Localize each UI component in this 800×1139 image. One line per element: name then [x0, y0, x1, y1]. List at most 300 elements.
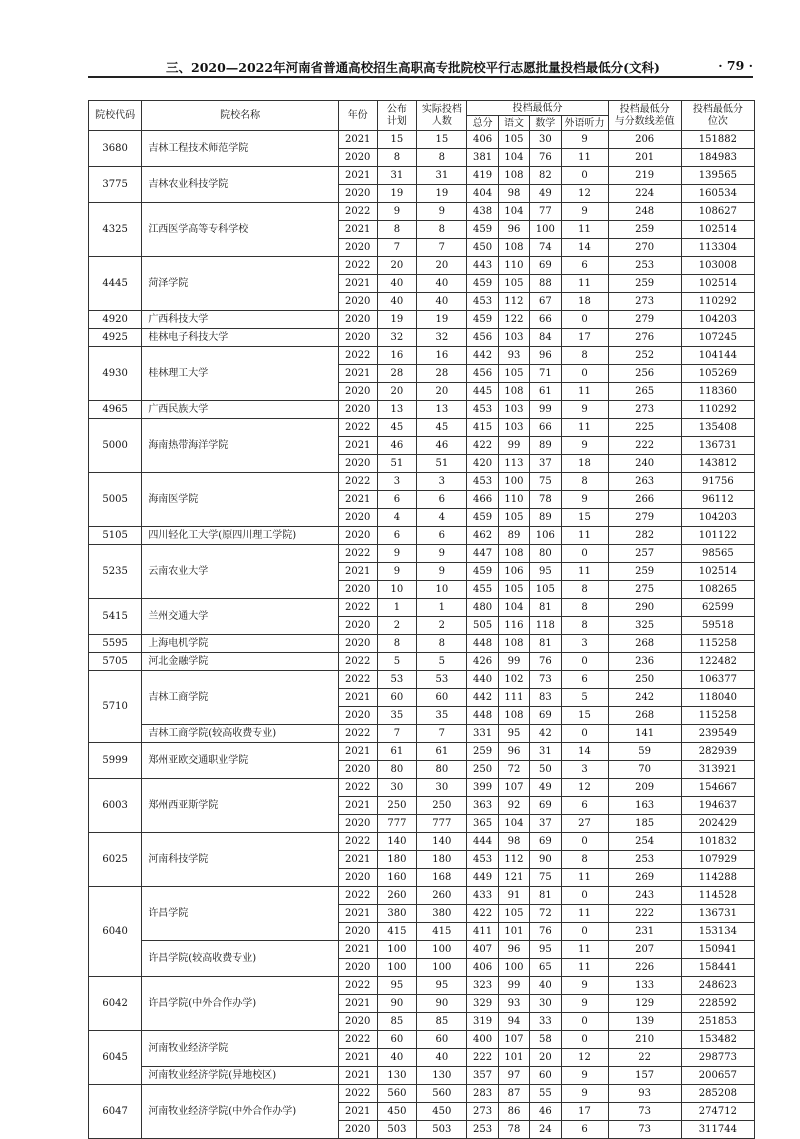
diff-cell: 265: [608, 383, 681, 401]
chinese-cell: 104: [498, 815, 529, 833]
plan-cell: 30: [377, 779, 417, 797]
actual-cell: 20: [417, 383, 467, 401]
col-plan: 公布 计划: [377, 101, 417, 131]
actual-cell: 415: [417, 923, 467, 941]
rank-cell: 118360: [681, 383, 754, 401]
total-cell: 453: [467, 473, 498, 491]
year-cell: 2022: [338, 977, 377, 995]
math-cell: 60: [530, 1067, 561, 1085]
actual-cell: 6: [417, 491, 467, 509]
math-cell: 66: [530, 311, 561, 329]
school-code: 4445: [89, 257, 142, 311]
math-cell: 99: [530, 401, 561, 419]
actual-cell: 3: [417, 473, 467, 491]
plan-cell: 20: [377, 383, 417, 401]
year-cell: 2020: [338, 239, 377, 257]
year-cell: 2020: [338, 923, 377, 941]
school-name: 菏泽学院: [142, 257, 339, 311]
chinese-cell: 112: [498, 293, 529, 311]
plan-cell: 31: [377, 167, 417, 185]
actual-cell: 380: [417, 905, 467, 923]
math-cell: 81: [530, 599, 561, 617]
table-row: [89, 1031, 755, 1049]
actual-cell: 9: [417, 563, 467, 581]
actual-cell: 6: [417, 527, 467, 545]
school-code: 4325: [89, 203, 142, 257]
diff-cell: 185: [608, 815, 681, 833]
listening-cell: 14: [561, 239, 608, 257]
diff-cell: 73: [608, 1103, 681, 1121]
table-row: [89, 833, 755, 851]
math-cell: 30: [530, 995, 561, 1013]
year-cell: 2022: [338, 419, 377, 437]
rank-cell: 104203: [681, 311, 754, 329]
chinese-cell: 93: [498, 347, 529, 365]
total-cell: 323: [467, 977, 498, 995]
math-cell: 61: [530, 383, 561, 401]
table-row: [89, 887, 755, 905]
col-name: 院校名称: [142, 101, 339, 131]
year-cell: 2020: [338, 617, 377, 635]
table-row: [89, 725, 755, 743]
plan-cell: 60: [377, 689, 417, 707]
listening-cell: 18: [561, 293, 608, 311]
chinese-cell: 94: [498, 1013, 529, 1031]
math-cell: 89: [530, 437, 561, 455]
table-row: [89, 779, 755, 797]
table-body: [89, 131, 755, 1139]
rank-cell: 102514: [681, 275, 754, 293]
total-cell: 442: [467, 689, 498, 707]
diff-cell: 253: [608, 851, 681, 869]
school-code: 4965: [89, 401, 142, 419]
rank-cell: 110292: [681, 293, 754, 311]
diff-cell: 59: [608, 743, 681, 761]
math-cell: 82: [530, 167, 561, 185]
year-cell: 2021: [338, 905, 377, 923]
diff-cell: 266: [608, 491, 681, 509]
listening-cell: 12: [561, 185, 608, 203]
chinese-cell: 98: [498, 833, 529, 851]
total-cell: 453: [467, 851, 498, 869]
diff-cell: 259: [608, 563, 681, 581]
diff-cell: 273: [608, 293, 681, 311]
school-code: 6025: [89, 833, 142, 887]
school-name: 吉林工程技术师范学院: [142, 131, 339, 167]
actual-cell: 2: [417, 617, 467, 635]
math-cell: 96: [530, 347, 561, 365]
total-cell: 363: [467, 797, 498, 815]
year-cell: 2021: [338, 743, 377, 761]
total-cell: 459: [467, 275, 498, 293]
diff-cell: 73: [608, 1121, 681, 1139]
diff-cell: 276: [608, 329, 681, 347]
diff-cell: 279: [608, 509, 681, 527]
rank-cell: 101122: [681, 527, 754, 545]
total-cell: 426: [467, 653, 498, 671]
table-row: [89, 635, 755, 653]
year-cell: 2020: [338, 329, 377, 347]
diff-cell: 222: [608, 905, 681, 923]
plan-cell: 46: [377, 437, 417, 455]
total-cell: 381: [467, 149, 498, 167]
math-cell: 75: [530, 869, 561, 887]
table-row: [89, 311, 755, 329]
plan-cell: 450: [377, 1103, 417, 1121]
actual-cell: 5: [417, 653, 467, 671]
school-name: 云南农业大学: [142, 545, 339, 599]
total-cell: 462: [467, 527, 498, 545]
school-name: 吉林工商学院(较高收费专业): [142, 725, 339, 743]
actual-cell: 40: [417, 275, 467, 293]
total-cell: 419: [467, 167, 498, 185]
total-cell: 448: [467, 635, 498, 653]
table-row: [89, 977, 755, 995]
plan-cell: 35: [377, 707, 417, 725]
table-row: [89, 1067, 755, 1085]
rank-cell: 228592: [681, 995, 754, 1013]
listening-cell: 0: [561, 725, 608, 743]
year-cell: 2020: [338, 527, 377, 545]
total-cell: 438: [467, 203, 498, 221]
total-cell: 450: [467, 239, 498, 257]
actual-cell: 45: [417, 419, 467, 437]
chinese-cell: 95: [498, 725, 529, 743]
plan-cell: 503: [377, 1121, 417, 1139]
plan-cell: 32: [377, 329, 417, 347]
math-cell: 58: [530, 1031, 561, 1049]
col-year: 年份: [338, 101, 377, 131]
rank-cell: 150941: [681, 941, 754, 959]
diff-cell: 250: [608, 671, 681, 689]
rank-cell: 114288: [681, 869, 754, 887]
actual-cell: 8: [417, 635, 467, 653]
listening-cell: 11: [561, 527, 608, 545]
diff-cell: 222: [608, 437, 681, 455]
chinese-cell: 107: [498, 1031, 529, 1049]
school-code: 5595: [89, 635, 142, 653]
actual-cell: 61: [417, 743, 467, 761]
school-name: 吉林工商学院: [142, 671, 339, 725]
plan-cell: 51: [377, 455, 417, 473]
total-cell: 357: [467, 1067, 498, 1085]
listening-cell: 17: [561, 1103, 608, 1121]
plan-cell: 250: [377, 797, 417, 815]
year-cell: 2020: [338, 509, 377, 527]
listening-cell: 15: [561, 509, 608, 527]
plan-cell: 16: [377, 347, 417, 365]
actual-cell: 503: [417, 1121, 467, 1139]
year-cell: 2022: [338, 887, 377, 905]
chinese-cell: 100: [498, 473, 529, 491]
col-math: 数学: [530, 116, 561, 131]
total-cell: 331: [467, 725, 498, 743]
year-cell: 2021: [338, 221, 377, 239]
plan-cell: 6: [377, 491, 417, 509]
total-cell: 459: [467, 221, 498, 239]
listening-cell: 12: [561, 1049, 608, 1067]
diff-cell: 133: [608, 977, 681, 995]
total-cell: 449: [467, 869, 498, 887]
actual-cell: 51: [417, 455, 467, 473]
math-cell: 37: [530, 815, 561, 833]
actual-cell: 9: [417, 545, 467, 563]
total-cell: 399: [467, 779, 498, 797]
total-cell: 459: [467, 563, 498, 581]
math-cell: 74: [530, 239, 561, 257]
math-cell: 71: [530, 365, 561, 383]
chinese-cell: 113: [498, 455, 529, 473]
year-cell: 2022: [338, 203, 377, 221]
school-code: 6045: [89, 1031, 142, 1085]
diff-cell: 253: [608, 257, 681, 275]
year-cell: 2022: [338, 779, 377, 797]
year-cell: 2021: [338, 1049, 377, 1067]
diff-cell: 129: [608, 995, 681, 1013]
chinese-cell: 78: [498, 1121, 529, 1139]
actual-cell: 140: [417, 833, 467, 851]
diff-cell: 259: [608, 275, 681, 293]
math-cell: 69: [530, 833, 561, 851]
rank-cell: 62599: [681, 599, 754, 617]
rank-cell: 184983: [681, 149, 754, 167]
chinese-cell: 108: [498, 545, 529, 563]
year-cell: 2021: [338, 365, 377, 383]
chinese-cell: 108: [498, 239, 529, 257]
school-name: 广西科技大学: [142, 311, 339, 329]
listening-cell: 9: [561, 131, 608, 149]
total-cell: 404: [467, 185, 498, 203]
total-cell: 329: [467, 995, 498, 1013]
plan-cell: 140: [377, 833, 417, 851]
total-cell: 480: [467, 599, 498, 617]
diff-cell: 268: [608, 635, 681, 653]
school-name: 桂林理工大学: [142, 347, 339, 401]
math-cell: 72: [530, 905, 561, 923]
col-min-group: 投档最低分: [467, 101, 608, 116]
diff-cell: 269: [608, 869, 681, 887]
plan-cell: 9: [377, 545, 417, 563]
listening-cell: 9: [561, 203, 608, 221]
math-cell: 37: [530, 455, 561, 473]
math-cell: 80: [530, 545, 561, 563]
school-name: 兰州交通大学: [142, 599, 339, 635]
year-cell: 2020: [338, 761, 377, 779]
rank-cell: 160534: [681, 185, 754, 203]
diff-cell: 254: [608, 833, 681, 851]
listening-cell: 27: [561, 815, 608, 833]
page-number: · 79 ·: [718, 58, 753, 73]
actual-cell: 35: [417, 707, 467, 725]
math-cell: 55: [530, 1085, 561, 1103]
rank-cell: 115258: [681, 635, 754, 653]
rank-cell: 274712: [681, 1103, 754, 1121]
rank-cell: 251853: [681, 1013, 754, 1031]
actual-cell: 85: [417, 1013, 467, 1031]
plan-cell: 28: [377, 365, 417, 383]
year-cell: 2022: [338, 833, 377, 851]
listening-cell: 11: [561, 905, 608, 923]
chinese-cell: 105: [498, 131, 529, 149]
school-code: 5705: [89, 653, 142, 671]
chinese-cell: 99: [498, 653, 529, 671]
school-code: 5710: [89, 671, 142, 743]
plan-cell: 100: [377, 941, 417, 959]
year-cell: 2021: [338, 437, 377, 455]
total-cell: 259: [467, 743, 498, 761]
actual-cell: 7: [417, 725, 467, 743]
plan-cell: 130: [377, 1067, 417, 1085]
listening-cell: 8: [561, 581, 608, 599]
plan-cell: 3: [377, 473, 417, 491]
plan-cell: 1: [377, 599, 417, 617]
rank-cell: 136731: [681, 437, 754, 455]
math-cell: 105: [530, 581, 561, 599]
year-cell: 2022: [338, 1085, 377, 1103]
total-cell: 406: [467, 131, 498, 149]
table-row: [89, 329, 755, 347]
listening-cell: 0: [561, 923, 608, 941]
col-total: 总分: [467, 116, 498, 131]
school-name: 上海电机学院: [142, 635, 339, 653]
year-cell: 2022: [338, 545, 377, 563]
col-rank: 投档最低分 位次: [681, 101, 754, 131]
year-cell: 2022: [338, 1031, 377, 1049]
rank-cell: 114528: [681, 887, 754, 905]
rank-cell: 153134: [681, 923, 754, 941]
chinese-cell: 108: [498, 167, 529, 185]
rank-cell: 194637: [681, 797, 754, 815]
actual-cell: 16: [417, 347, 467, 365]
actual-cell: 19: [417, 311, 467, 329]
math-cell: 65: [530, 959, 561, 977]
diff-cell: 248: [608, 203, 681, 221]
diff-cell: 209: [608, 779, 681, 797]
table-row: [89, 545, 755, 563]
total-cell: 433: [467, 887, 498, 905]
rank-cell: 101832: [681, 833, 754, 851]
diff-cell: 206: [608, 131, 681, 149]
diff-cell: 243: [608, 887, 681, 905]
diff-cell: 263: [608, 473, 681, 491]
school-name: 河南牧业经济学院(异地校区): [142, 1067, 339, 1085]
school-name: 许昌学院(较高收费专业): [142, 941, 339, 977]
rank-cell: 239549: [681, 725, 754, 743]
math-cell: 83: [530, 689, 561, 707]
plan-cell: 90: [377, 995, 417, 1013]
actual-cell: 450: [417, 1103, 467, 1121]
chinese-cell: 121: [498, 869, 529, 887]
chinese-cell: 100: [498, 959, 529, 977]
listening-cell: 3: [561, 761, 608, 779]
plan-cell: 415: [377, 923, 417, 941]
school-code: 6003: [89, 779, 142, 833]
chinese-cell: 107: [498, 779, 529, 797]
plan-cell: 13: [377, 401, 417, 419]
school-code: 5105: [89, 527, 142, 545]
math-cell: 95: [530, 563, 561, 581]
plan-cell: 5: [377, 653, 417, 671]
rank-cell: 285208: [681, 1085, 754, 1103]
school-code: 6042: [89, 977, 142, 1031]
chinese-cell: 108: [498, 635, 529, 653]
total-cell: 459: [467, 509, 498, 527]
math-cell: 88: [530, 275, 561, 293]
rank-cell: 96112: [681, 491, 754, 509]
rank-cell: 151882: [681, 131, 754, 149]
rank-cell: 282939: [681, 743, 754, 761]
page-header: [88, 56, 753, 78]
plan-cell: 180: [377, 851, 417, 869]
school-code: 4930: [89, 347, 142, 401]
rank-cell: 113304: [681, 239, 754, 257]
header-rule: [88, 76, 753, 78]
listening-cell: 9: [561, 437, 608, 455]
school-name: 广西民族大学: [142, 401, 339, 419]
listening-cell: 6: [561, 671, 608, 689]
diff-cell: 252: [608, 347, 681, 365]
diff-cell: 259: [608, 221, 681, 239]
diff-cell: 22: [608, 1049, 681, 1067]
diff-cell: 257: [608, 545, 681, 563]
total-cell: 445: [467, 383, 498, 401]
diff-cell: 236: [608, 653, 681, 671]
chinese-cell: 108: [498, 383, 529, 401]
school-name: 河南科技学院: [142, 833, 339, 887]
math-cell: 33: [530, 1013, 561, 1031]
plan-cell: 560: [377, 1085, 417, 1103]
listening-cell: 9: [561, 401, 608, 419]
actual-cell: 250: [417, 797, 467, 815]
diff-cell: 225: [608, 419, 681, 437]
actual-cell: 13: [417, 401, 467, 419]
rank-cell: 158441: [681, 959, 754, 977]
chinese-cell: 104: [498, 203, 529, 221]
chinese-cell: 105: [498, 581, 529, 599]
admission-score-table: [88, 100, 755, 1139]
actual-cell: 95: [417, 977, 467, 995]
col-listening: 外语听力: [561, 116, 608, 131]
plan-cell: 2: [377, 617, 417, 635]
plan-cell: 19: [377, 185, 417, 203]
school-name: 许昌学院: [142, 887, 339, 941]
school-code: 5235: [89, 545, 142, 599]
year-cell: 2022: [338, 725, 377, 743]
year-cell: 2022: [338, 473, 377, 491]
listening-cell: 11: [561, 275, 608, 293]
plan-cell: 7: [377, 725, 417, 743]
rank-cell: 298773: [681, 1049, 754, 1067]
listening-cell: 15: [561, 707, 608, 725]
plan-cell: 7: [377, 239, 417, 257]
chinese-cell: 96: [498, 743, 529, 761]
actual-cell: 60: [417, 1031, 467, 1049]
year-cell: 2022: [338, 653, 377, 671]
diff-cell: 270: [608, 239, 681, 257]
total-cell: 411: [467, 923, 498, 941]
math-cell: 81: [530, 635, 561, 653]
rank-cell: 311744: [681, 1121, 754, 1139]
col-chinese: 语文: [498, 116, 529, 131]
listening-cell: 3: [561, 635, 608, 653]
rank-cell: 118040: [681, 689, 754, 707]
diff-cell: 256: [608, 365, 681, 383]
listening-cell: 0: [561, 833, 608, 851]
plan-cell: 4: [377, 509, 417, 527]
col-code: 院校代码: [89, 101, 142, 131]
diff-cell: 163: [608, 797, 681, 815]
chinese-cell: 104: [498, 599, 529, 617]
